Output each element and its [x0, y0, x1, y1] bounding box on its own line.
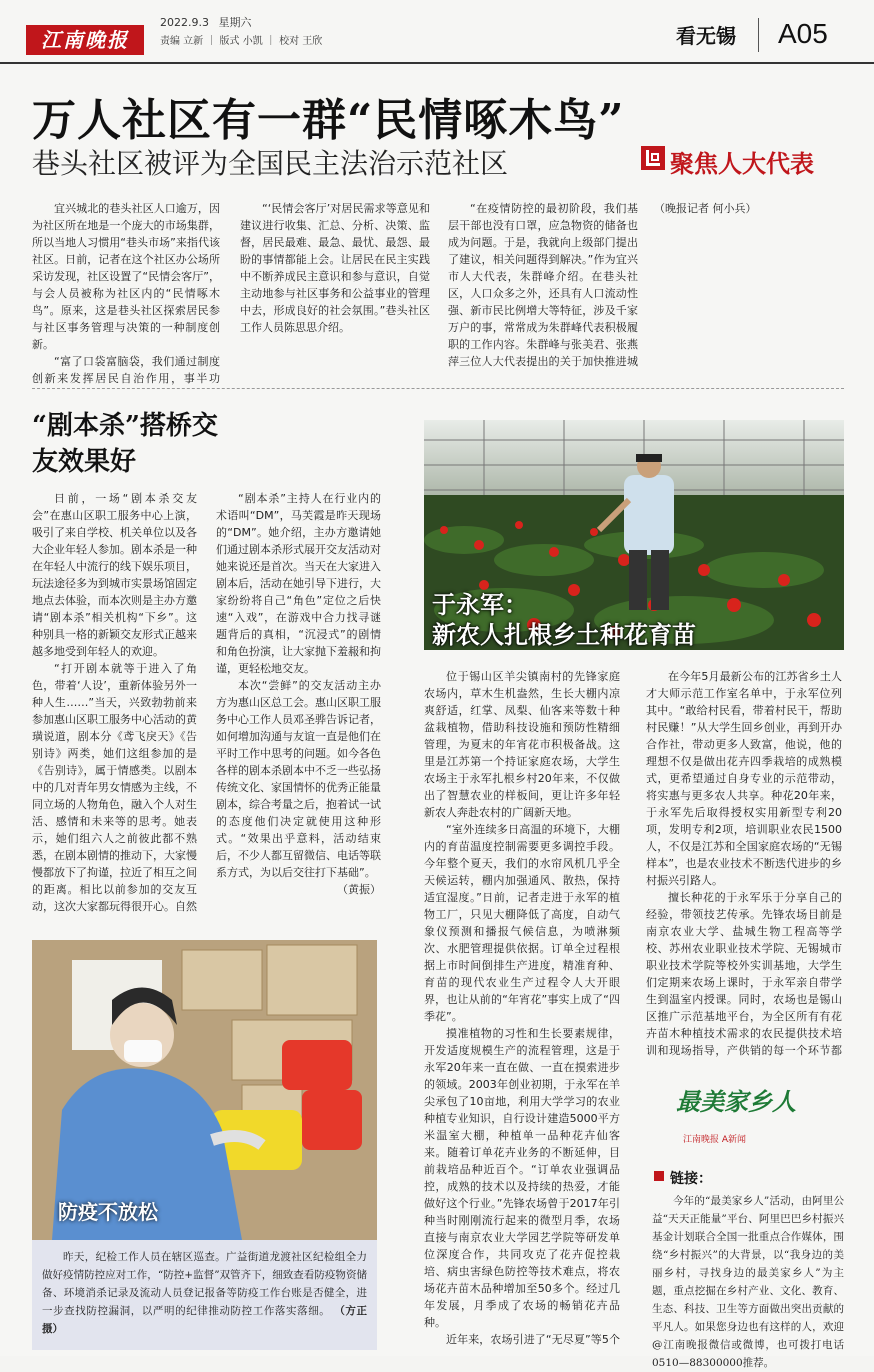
- article3-paragraph: 摸准植物的习性和生长要素规律，开发适度规模生产的流程管理，这是于永军20年来一直在做、一直在摸索进步的领域。2003年创业初期，于永军在羊尖承包了10亩地，利用大学学习的农业种植专业知识，自行设计建造5000平方米温室大棚，种植单一品种花卉仙客来。随着订单花卉业务的不断延伸，目前栽培品种近百个。“订单农业强调品控，成熟的技术以及持续的热爱，才能做好这个行业。”先锋农场曾于2017年引种当时刚刚流行起来的微型月季，农场直接与南京农业大学园艺学院等研发单位深度合作，共同攻克了花卉促控栽培、病虫害绿色防控等技术难点，将农场花卉苗木品种增加至50多个。经过几年发展，月季成了农场的畅销花卉品种。: [424, 1027, 620, 1329]
- section-name: 看无锡: [676, 24, 736, 48]
- article2-paragraph: 本次“尝鲜”的交友活动主办方为惠山区总工会。惠山区职工服务中心工作人员邓圣骅告诉记者，如何增加沟通与友谊一直是他们在平时工作中思考的问题。如今各色各样的剧本杀剧本中不乏一些弘扬传统文化、家国情怀的优秀正能量剧本，综合考量之后，抱着试一试的态度他们决定就使用这种形式。“效果出乎意料，活动结束后，不少人都互留微信、电话等联系方式，为以后交往打下基础”。: [216, 679, 381, 879]
- campaign-logo: 最美家乡人: [676, 1087, 796, 1116]
- link-text-block: [652, 1192, 844, 1372]
- article2-headline: “剧本杀”搭桥交友效果好: [32, 411, 218, 477]
- article1-byline: （晚报记者 何小兵）: [654, 202, 757, 215]
- divider: [32, 388, 844, 389]
- page-number: A05: [778, 18, 828, 49]
- editor-credits: 责编 立新 ｜ 版式 小凯 ｜ 校对 王欣: [160, 36, 323, 47]
- link-marker-icon: [654, 1171, 664, 1181]
- article1-paragraph: “‘民情会客厅’对居民需求等意见和建议进行收集、汇总、分析、决策、监督，居民最难、最急、最忧、最怨、最盼的事情都能上会。让居民在民主实践中不断养成民主意识和参与意识，自觉主动地参与社区事务和公益事业的管理中去，形成良好的社会氛围。”巷头社区工作人员陈思思介绍。: [240, 202, 430, 334]
- article1-col2: [240, 200, 430, 336]
- photo-caption-text: 昨天，纪检工作人员在辖区巡查。广益街道龙渡社区纪检组全力做好疫情防控应对工作，“防控+监督”双管齐下，细致查看防疫物资储备、环境消杀记录及流动人员登记报备等防疫工作台账是否健全，进一步查找防控漏洞，以严明的纪律推动防控工作落实落细。: [42, 1251, 367, 1317]
- photo-caption-byline: （方正 摄）: [42, 1305, 368, 1335]
- masthead: [0, 0, 874, 64]
- article2-col2: [216, 490, 381, 915]
- article3-headline-name: 于永军：: [432, 590, 528, 619]
- column-tag-icon: [641, 146, 665, 170]
- article3-paragraph: 位于锡山区羊尖镇南村的先锋家庭农场内，草木生机盎然，生长大棚内凉爽舒适，红掌、凤梨、仙客来等数十种盆栽植物，借助科技设施和预防性精细管理，为夏末的年宵花市积极备战。这里是江苏第一个持证家庭农场，大学生农场主于永军扎根乡村20年来，不仅做出了智慧农业的样板间，更让许多年轻新农人奔赴农村的广阔新天地。: [424, 670, 620, 819]
- article3-col2: [646, 668, 842, 1058]
- article2-byline: （黄振）: [337, 883, 381, 896]
- column-tag: 聚焦人大代表: [670, 149, 814, 178]
- photo-caption: [32, 1240, 377, 1350]
- article3-paragraph: 在今年5月最新公布的江苏省乡土人才大师示范工作室名单中，于永军位列其中。“敢给村民看，带着村民干，帮助村民赚！”从大学生回乡创业，再到开办合作社，带动更多人致富，他说，他的理想不仅是做出花卉四季栽培的成熟模式，更希望通过自身专业的示范带动，将实惠与更多农人共享。种花20年来，于永军先后取得授权实用新型专利20项，发明专利2项，培训职业农民1500人，不仅是江苏和全国家庭农场的“无锡样本”，也是农业技术不断迭代进步的乡村振兴引路人。: [646, 670, 842, 887]
- section-divider: [758, 18, 759, 52]
- article3-paragraph: 擅长种花的于永军乐于分享自己的经验，带领技艺传承。先锋农场目前是南京农业大学、盐城生物工程高等学校、苏州农业职业技术学院、无锡城市职业技术学院等校外实训基地，大学生们定期来农场上课时，于永军亲自带学生到温室内授课。同时，农场也是锡山区推广示范基地平台，为全区所有有花卉苗木种植技术需求的农民提供技术培训和现场指导，产供销的每一个环节都: [646, 891, 842, 1057]
- newspaper-logo: 江南晚报: [26, 25, 144, 55]
- article1-subheadline: 巷头社区被评为全国民主法治示范社区: [32, 147, 509, 180]
- link-title: 链接：: [670, 1171, 712, 1187]
- article1-col4: [654, 200, 844, 370]
- article3-col1: [424, 668, 620, 1348]
- article2-paragraph: “剧本杀”主持人在行业内的术语叫“DM”，马芙霞是昨天现场的“DM”。她介绍，主办方邀请她们通过剧本杀形式展开交友活动对她来说还是首次。当天在大家进入剧本后，活动在她引导下进行，大家纷纷将自己“角色”定位之后快速“入戏”，在游戏中合力找寻谜题背后的真相，“沉浸式”的剧情和角色扮演，让大家抛下羞赧和拘谨，更轻松地交友。: [216, 492, 381, 675]
- article2-paragraph: 日前，一场“剧本杀交友会”在惠山区职工服务中心上演，吸引了来自学校、机关单位以及各大企业年轻人参加。剧本杀是一种在年轻人中流行的线下娱乐项目，玩法途径多为到城市实景场馆固定地点去体验，而本次则是主办方邀请“剧本杀”相关机构“下乡”。这种别具一格的新颖交友形式正越来越多地受到年轻人的欢迎。: [32, 492, 197, 658]
- article2-paragraph: “打开剧本就等于进入了角色，带着‘人设’，重新体验另外一种人生……”当天，兴致勃勃前来参加惠山区职工服务中心活动的黄璜说道，剧本分《鸢飞戾天》《告别诗》两类，她们这组参加的是《告别诗》，属于情感类。以剧本中的几对青年男女情感为主线，不同立场的人物角色，融入个人对生活、感情和未来等的思考。她表示，她们组六人之前彼此都不熟悉，在剧本剧情的推动下，大家慢慢都放下了拘谨，拉近了相互之间的距离。相比以前参加的交友互动，这次大家都玩得很开心。自然: [32, 662, 197, 913]
- article3-headline: 新农人扎根乡土种花育苗: [432, 620, 696, 649]
- epidemic-inspection-photo: [32, 940, 377, 1240]
- article1-paragraph: “富了口袋富脑袋，我们通过制度创新来发挥居民自治作用，事半功: [32, 355, 220, 385]
- campaign-logo-sub: 江南晚报 A新闻: [683, 1135, 747, 1145]
- photo-title: 防疫不放松: [58, 1200, 158, 1224]
- article3-paragraph: 近年来，农场引进了“无尽夏”等5个: [446, 1333, 620, 1346]
- issue-date: 2022.9.3: [160, 16, 209, 29]
- article3-paragraph: “室外连续多日高温的环境下，大棚内的育苗温度控制需要更多调控手段。今年整个夏天，我们的水帘风机几乎全天候运转，棚内加强通风、散热，保持适宜湿度。”日前，记者走进于永军的植物工厂，只见大棚降低了高度，自动气象仪预测和播报气候信息，为喷淋频次、水肥管理提供依据。订单全过程根据上市时间倒排生产进度，精准育种、育苗的现代农业生产过程令人大开眼界，也让从前的“年宵花”事实上成了“四季花”。: [424, 823, 620, 1023]
- article1-paragraph: 宜兴城北的巷头社区人口逾万，因为社区所在地是一个庞大的市场集群，所以当地人习惯用“巷头市场”来指代该社区。日前，记者在这个社区办公场所采访发现，社区设置了“民情会客厅”，与会人员被称为社区内的“民情啄木鸟”。原来，这是巷头社区探索居民参与社区事务管理与决策的一种制度创新。: [32, 202, 220, 351]
- article1-col1: [32, 200, 220, 387]
- dateline: [160, 14, 251, 30]
- article2-col1: [32, 490, 197, 915]
- article1-paragraph: “在疫情防控的最初阶段，我们基层干部也没有口罩，应急物资的储备也成为问题。于是，我就向上级部门提出了建议，相关问题得到解决。”作为宜兴市人大代表，朱群峰介绍。在巷头社区，人口众多之外，还具有人口流动性强、新市民比例增大等特征，涉及千家万户的事，常常成为朱群峰代表积极履职的工作内容。朱群峰与张美君、张燕萍三位人大代表提出的关于加快推进城: [448, 202, 638, 368]
- link-text: 今年的“最美家乡人”活动，由阿里公益“天天正能量”平台、阿里巴巴乡村振兴基金计划联合全国一批重点合作媒体，围绕“乡村振兴”的大背景，以“我身边的美丽乡村，寻找身边的最美家乡人”为主题，重点挖掘在乡村产业、文化、教育、生态、科技、卫生等方面做出突出贡献的平凡人。如果您身边也有这样的人，欢迎@江南晚报微信或微博，也可拨打电话0510—88300000推荐。: [652, 1195, 844, 1369]
- article1-headline: 万人社区有一群“民情啄木鸟”: [32, 95, 625, 146]
- issue-weekday: 星期六: [218, 16, 252, 29]
- article1-col3: [448, 200, 638, 370]
